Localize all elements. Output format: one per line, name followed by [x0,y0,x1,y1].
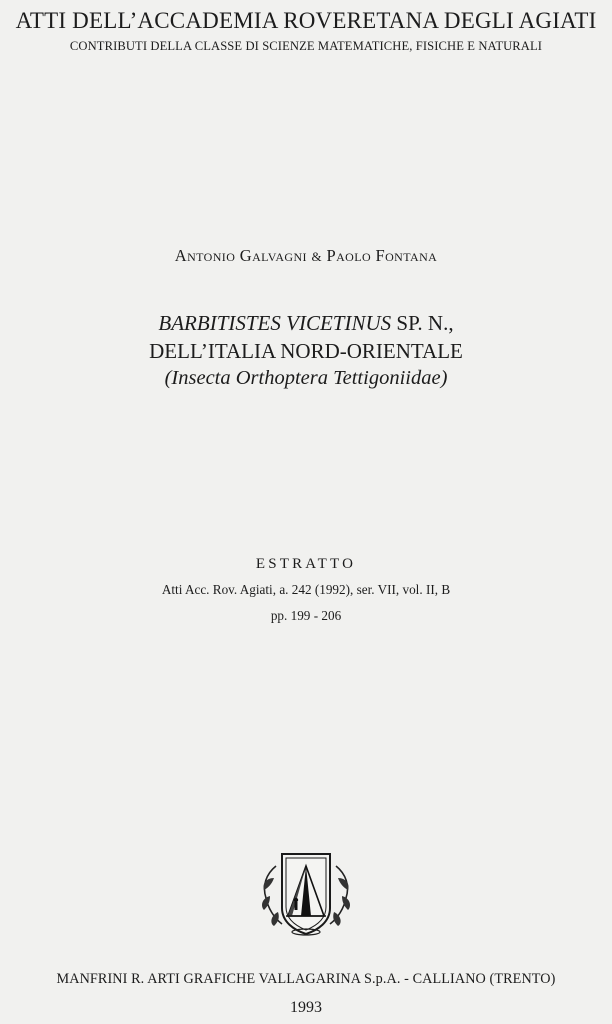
author-1: Antonio Galvagni [174,246,307,265]
printer-imprint: MANFRINI R. ARTI GRAFICHE VALLAGARINA S.p.A. - CALLIANO (TRENTO) [56,971,556,987]
series-subtitle: CONTRIBUTI DELLA CLASSE DI SCIENZE MATEMATICHE, FISICHE E NATURALI [69,39,543,53]
pyramid-crest-icon [256,848,356,938]
title-suffix: SP. N., [391,311,454,335]
authors [0,246,612,266]
series-title: ATTI DELL’ACCADEMIA ROVERETANA DEGLI AGIATI [15,8,597,33]
article-title-line-1 [0,311,612,336]
extract-reference: Atti Acc. Rov. Agiati, a. 242 (1992), ser. VII, vol. II, B [161,582,451,597]
author-conjunction: & [311,249,322,264]
extract-label: ESTRATTO [255,556,357,572]
article-title-line-3: (Insecta Orthoptera Tettigoniidae) [164,367,448,389]
article-title-line-2: DELL’ITALIA NORD-ORIENTALE [149,339,463,363]
author-2: Paolo Fontana [326,246,438,265]
extract-pages: pp. 199 - 206 [270,608,342,623]
species-name: BARBITISTES VICETINUS [158,311,392,335]
publication-year: 1993 [290,999,322,1016]
